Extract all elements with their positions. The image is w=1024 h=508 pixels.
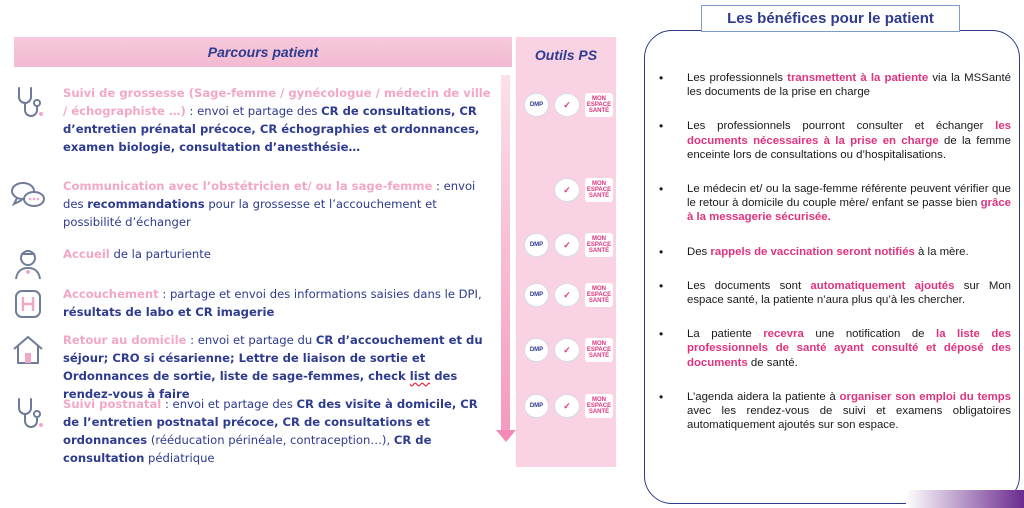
step-text: Accouchement : partage et envoi des informations saisies dans le DPI, résultats de labo et CR imagerie xyxy=(63,287,482,319)
tools-row xyxy=(524,394,613,420)
step-text: Accueil de la parturiente xyxy=(63,247,211,261)
step-communication xyxy=(6,177,496,231)
chat-bubbles-icon xyxy=(6,177,50,215)
stethoscope-icon xyxy=(6,395,50,433)
parcours-title: Parcours patient xyxy=(14,37,512,67)
benefits-panel xyxy=(644,30,1020,504)
step-suivi-grossesse xyxy=(6,84,496,156)
mon-espace-sante-logo: MON ESPACE SANTÉ xyxy=(585,283,613,307)
step-accouchement xyxy=(6,285,496,325)
benefit-item: • Les professionnels pourront consulter et échanger les documents nécessaires à la prise en charge de la femme enceinte lors de consultations ou d’hospitalisations. xyxy=(653,119,1011,162)
outils-title: Outils PS xyxy=(534,47,598,63)
messagerie-logo: ✓ xyxy=(554,178,580,202)
dmp-logo: DMP xyxy=(524,283,549,307)
dmp-logo: DMP xyxy=(524,394,549,418)
dmp-logo: DMP xyxy=(524,233,549,257)
tools-row xyxy=(524,283,613,309)
step-text: Suivi de grossesse (Sage-femme / gynécologue / médecin de ville / échographiste …) : envoi et partage des CR de consultations, CR d’entretien prénatal précoce, CR échographies et ordonnances, examen biologie, consultation d’anesthésie… xyxy=(63,86,491,154)
messagerie-logo: ✓ xyxy=(554,93,580,117)
step-retour-domicile xyxy=(6,331,496,401)
dmp-logo: DMP xyxy=(524,93,549,117)
timeline-arrow xyxy=(501,75,510,430)
tools-row xyxy=(554,178,613,204)
benefit-item: • L’agenda aidera la patiente à organiser son emploi du temps avec les rendez-vous de suivi et examens obligatoires automatiquement ajoutés sur son espace. xyxy=(653,390,1011,433)
benefit-item: • Les professionnels transmettent à la patiente via la MSSanté les documents de la prise en charge xyxy=(653,71,1011,99)
messagerie-logo: ✓ xyxy=(554,283,580,307)
mon-espace-sante-logo: MON ESPACE SANTÉ xyxy=(585,233,613,257)
step-suivi-postnatal xyxy=(6,395,496,469)
step-text: Retour au domicile : envoi et partage du CR d’accouchement et du séjour; CRO si césarienne; Lettre de liaison de sortie et Ordonnances de sortie, liste de sage-femmes, check list des rendez-vous à faire xyxy=(63,333,483,401)
decorative-band xyxy=(906,490,1024,508)
messagerie-logo: ✓ xyxy=(554,338,580,362)
mon-espace-sante-logo: MON ESPACE SANTÉ xyxy=(585,93,613,117)
mon-espace-sante-logo: MON ESPACE SANTÉ xyxy=(585,178,613,202)
dmp-logo: DMP xyxy=(524,338,549,362)
nurse-icon xyxy=(6,245,50,283)
tools-row xyxy=(524,93,613,119)
benefit-item: • Des rappels de vaccination seront notifiés à la mère. xyxy=(653,245,1011,259)
hospital-icon xyxy=(6,285,50,323)
benefit-item: • Les documents sont automatiquement ajoutés sur Mon espace santé, la patiente n’aura plus qu’à les chercher. xyxy=(653,279,1011,307)
step-text: Suivi postnatal : envoi et partage des CR des visite à domicile, CR de l’entretien postnatal précoce, CR de consultations et ordonnances (rééducation périnéale, contraception…), CR de consultation pédiatrique xyxy=(63,397,478,465)
tools-row xyxy=(524,233,613,259)
mon-espace-sante-logo: MON ESPACE SANTÉ xyxy=(585,338,613,362)
step-accueil xyxy=(6,245,496,281)
mon-espace-sante-logo: MON ESPACE SANTÉ xyxy=(585,394,613,418)
step-text: Communication avec l’obstétricien et/ ou la sage-femme : envoi des recommandations pour la grossesse et l’accouchement et possibilité d’échanger xyxy=(63,179,476,229)
arrow-down-icon xyxy=(496,430,516,442)
benefit-item: • La patiente recevra une notification de la liste des professionnels de santé ayant consulté et déposé des documents de santé. xyxy=(653,327,1011,370)
stethoscope-icon xyxy=(6,84,50,122)
benefits-list xyxy=(653,71,1011,452)
messagerie-logo: ✓ xyxy=(554,394,580,418)
messagerie-logo: ✓ xyxy=(554,233,580,257)
benefits-title: Les bénéfices pour le patient xyxy=(701,5,960,32)
house-icon xyxy=(6,331,50,369)
benefit-item: • Le médecin et/ ou la sage-femme référente peuvent vérifier que le retour à domicile du couple mère/ enfant se passe bien grâce à la messagerie sécurisée. xyxy=(653,182,1011,225)
tools-row xyxy=(524,338,613,364)
